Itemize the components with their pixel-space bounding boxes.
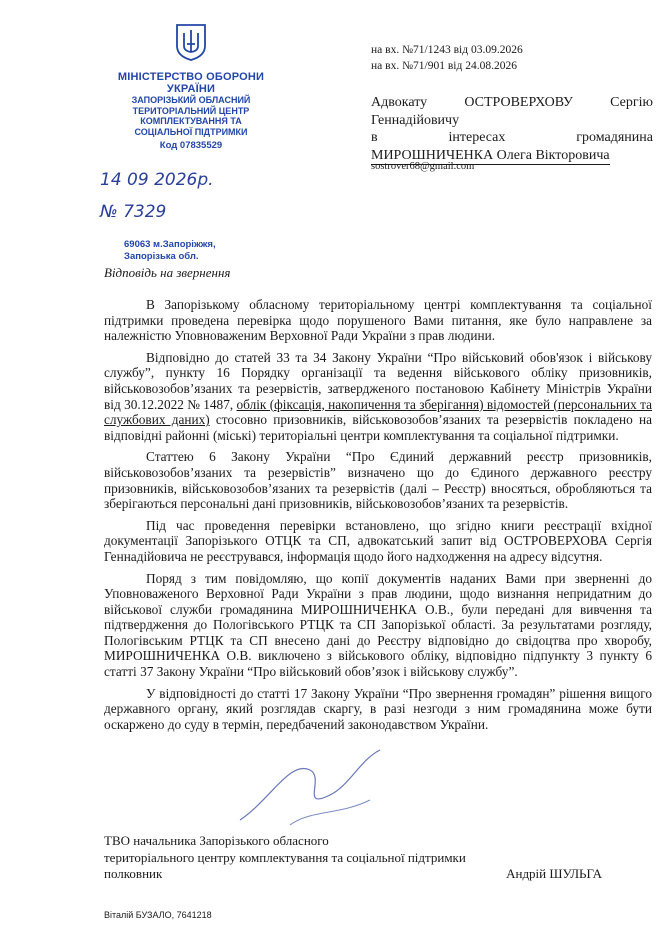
reference-line: на вх. №71/901 від 24.08.2026 bbox=[371, 59, 517, 72]
stamp-center-line: СОЦІАЛЬНОЇ ПІДТРИМКИ bbox=[134, 126, 248, 137]
email-address: sostrover68@gmail.com bbox=[371, 161, 475, 172]
addressee-word: Сергію bbox=[610, 95, 653, 110]
addressee-word: інтересах bbox=[448, 130, 506, 145]
addressee-patronymic: Геннадійовичу bbox=[371, 112, 460, 128]
addressee-word: ОСТРОВЕРХОВУ bbox=[464, 95, 573, 110]
signature-block bbox=[104, 833, 602, 883]
stamp-ministry: МІНІСТЕРСТВО ОБОРОНИ УКРАЇНИ bbox=[117, 71, 265, 95]
body-paragraph: У відповідності до статті 17 Закону України “Про звернення громадян” рішення вищого державного органу, який розглядав скаргу, в разі незгоди з ним громадянина може бути оскаржено до суду в термін, передбачений законодавством України. bbox=[104, 685, 652, 732]
stamp-code: Код 07835529 bbox=[159, 140, 223, 151]
stamp-center-line: ЗАПОРІЗЬКИЙ ОБЛАСНИЙ bbox=[131, 95, 251, 105]
body-paragraph bbox=[104, 350, 652, 444]
executor-note: Віталій БУЗАЛО, 7641218 bbox=[104, 910, 212, 920]
addressee-word: в bbox=[371, 130, 378, 145]
letter-subject: Відповідь на звернення bbox=[104, 265, 231, 280]
registration-stamp bbox=[100, 22, 282, 264]
addressee-word: Адвокату bbox=[371, 95, 428, 110]
signer-position: територіального центру комплектування та соціальної підтримки bbox=[104, 849, 466, 865]
body-paragraph: Під час проведення перевірки встановлено, що згідно книги реєстрації вхідної документації Запорізького ОТЦК та СП, адвокатський запит від ОСТРОВЕРХОВА Сергія Геннадійовича не реєструвався, інформація щодо його надходження на адресу відсутня. bbox=[104, 517, 652, 564]
client-name: МИРОШНИЧЕНКА Олега Вікторовича bbox=[371, 147, 610, 166]
stamp-handwritten-date: 14 09 2026р. bbox=[100, 170, 214, 190]
underlined-text: облік (фіксація, накопичення та зберігання) відомостей (персональних та службових даних) bbox=[104, 396, 652, 428]
handwritten-signature bbox=[230, 740, 390, 830]
stamp-address-line: Запорізька обл. bbox=[124, 251, 199, 262]
signer-position: ТВО начальника Запорізького обласного bbox=[104, 833, 329, 848]
reference-line: на вх. №71/1243 від 03.09.2026 bbox=[371, 44, 523, 56]
stamp-handwritten-number: № 7329 bbox=[100, 202, 167, 222]
signer-rank: полковник bbox=[104, 866, 163, 881]
stamp-address-line: 69063 м.Запоріжжя, bbox=[124, 239, 216, 250]
trident-emblem-icon bbox=[174, 22, 208, 62]
signer-name: Андрій ШУЛЬГА bbox=[506, 866, 602, 881]
stamp-address bbox=[124, 239, 274, 263]
reference-numbers bbox=[371, 43, 523, 74]
letter-body bbox=[104, 297, 652, 738]
body-paragraph: Статтею 6 Закону України “Про Єдиний державний реєстр призовників, військовозобов’язаних та резервістів” визначено що до Єдиного державного реєстру призовників, військовозобов’язаних та резервістів (далі – Реєстр) вносяться, обробляються та зберігаються персональні дані призовників, військовозобов’язаних та резервістів. bbox=[104, 449, 652, 512]
addressee-block bbox=[371, 94, 653, 165]
stamp-center-line: ТЕРИТОРІАЛЬНИЙ ЦЕНТР bbox=[132, 105, 250, 116]
body-paragraph: В Запорізькому обласному територіальному центрі комплектування та соціальної підтримки проведена перевірка щодо порушеного Вами питання, яке було направлене за належністю Уповноваженим Верховної Ради України з прав людини. bbox=[104, 297, 652, 344]
addressee-word: громадянина bbox=[576, 130, 653, 145]
body-paragraph: Поряд з тим повідомляю, що копії документів наданих Вами при зверненні до Уповноваженого Верховної Ради України з прав людини, щодо визнання непридатним до військової служби громадянина МИРОШНИЧЕНКА О.В., були передані для вивчення та підтвердження до Пологівського РТЦК та СП Запорізької області. За результатами розгляду, Пологівським РТЦК та СП внесено дані до Реєстру відповідно до свідоцтва про хворобу, МИРОШНИЧЕНКА О.В. виключено з військового обліку, відповідно підпункту 3 пункту 6 статті 37 Закону України “Про військовий обов’язок і військову службу”. bbox=[104, 570, 652, 680]
paragraph-text: Відповідно до статей 33 та 34 Закону України “Про військовий обов'язок і військову службу”, пункту 16 Порядку організації та ведення військового обліку призовників, військовозобов’язаних та резервістів, затвердженого постановою Кабінету Міністрів України від 30.12.2022 № 1487, bbox=[104, 349, 652, 412]
stamp-center-line: КОМПЛЕКТУВАННЯ ТА bbox=[140, 116, 242, 126]
paragraph-text: стосовно призовників, військовозобов’язаних та резервістів покладено на відповідні районні (міські) територіальні центри комплектування та соціальної підтримки. bbox=[104, 412, 653, 443]
